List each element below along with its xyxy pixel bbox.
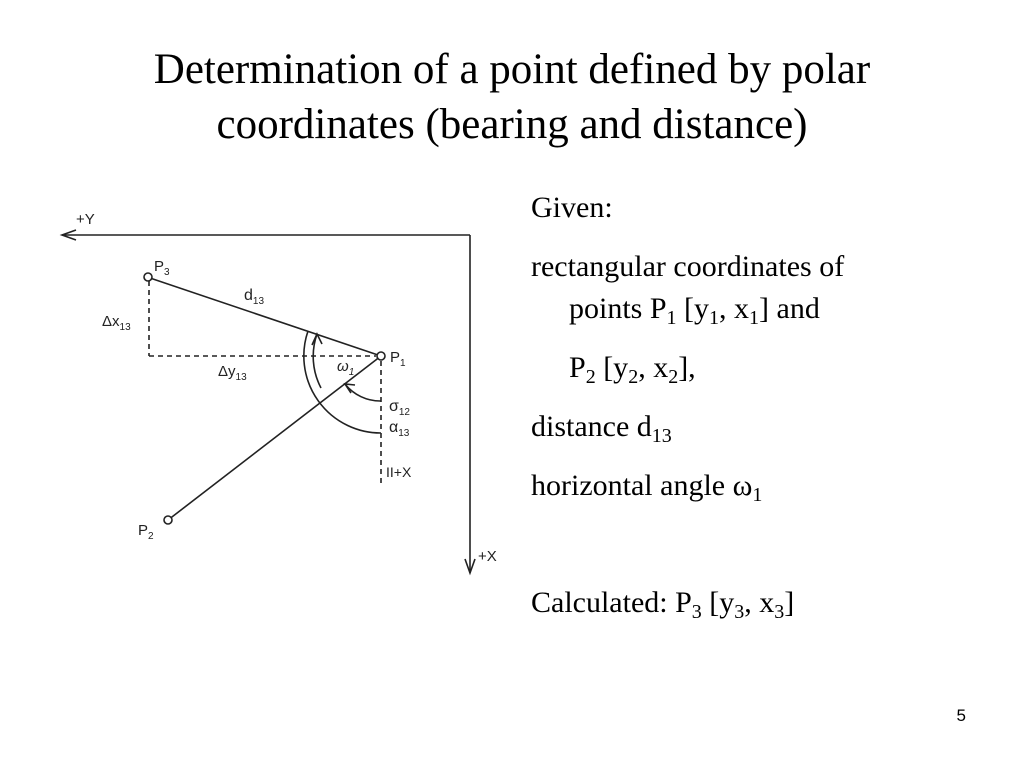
and-text: ] and <box>759 292 820 325</box>
y3-subscript: 3 <box>734 601 745 623</box>
label-p1 <box>390 349 406 369</box>
title-line-2: coordinates (bearing and distance) <box>216 101 808 148</box>
label-delta-x13-sub: 13 <box>119 322 131 333</box>
label-p1-sub: 1 <box>400 358 406 369</box>
p2-prefix: P <box>569 351 586 384</box>
p1-subscript: 1 <box>666 307 677 329</box>
spacer <box>531 527 991 585</box>
page-number: 5 <box>956 706 966 725</box>
polar-coordinates-diagram <box>50 195 510 585</box>
p2-subscript: 2 <box>585 366 596 388</box>
title-line-1: Determination of a point defined by polar <box>153 46 871 93</box>
angle-line <box>531 468 991 504</box>
x3-subscript: 3 <box>774 601 785 623</box>
y1-subscript: 1 <box>709 307 720 329</box>
label-sigma12 <box>389 398 410 418</box>
x3-separator: , x <box>744 586 775 619</box>
point-p2 <box>164 516 172 524</box>
x1-subscript: 1 <box>749 307 760 329</box>
y2-open: [y <box>595 351 629 384</box>
label-alpha13-sub: 13 <box>398 428 410 439</box>
label-alpha13 <box>389 419 410 439</box>
distance-prefix: distance d <box>531 410 652 443</box>
label-p3 <box>154 258 170 278</box>
x2-separator: , x <box>638 351 669 384</box>
label-d13 <box>244 287 264 307</box>
distance-line <box>531 409 991 445</box>
p2-close: ], <box>678 351 696 384</box>
angle-subscript: 1 <box>752 484 763 506</box>
line-p1-p2 <box>168 356 381 520</box>
calc-close: ] <box>784 586 795 619</box>
slide-title <box>0 42 1024 152</box>
p3-subscript: 3 <box>691 601 702 623</box>
label-delta-y13 <box>218 363 247 383</box>
y3-open: [y <box>701 586 735 619</box>
label-p1-letter: P <box>390 349 401 366</box>
y2-subscript: 2 <box>628 366 639 388</box>
points-p2-line <box>531 350 991 386</box>
label-p3-sub: 3 <box>164 267 170 278</box>
points-p1-line <box>531 291 991 327</box>
label-delta-y13-sub: 13 <box>235 372 247 383</box>
rect-coordinates-line: rectangular coordinates of <box>531 250 845 283</box>
omega1-arc <box>313 334 321 388</box>
label-p2-sub: 2 <box>148 531 154 542</box>
slide-content <box>531 190 991 644</box>
label-sigma12-letter: σ <box>389 398 399 415</box>
label-plus-y: +Y <box>76 211 95 228</box>
label-omega1-letter: ω <box>337 358 349 375</box>
label-d13-sub: 13 <box>252 296 265 307</box>
x2-subscript: 2 <box>668 366 679 388</box>
line-d13 <box>150 278 381 356</box>
label-delta-y13-letter: Δy <box>218 363 236 380</box>
calc-prefix: Calculated: P <box>531 586 692 619</box>
y1-open: [y <box>676 292 710 325</box>
x1-separator: , x <box>719 292 750 325</box>
point-p1 <box>377 352 385 360</box>
label-omega1-sub: 1 <box>348 367 355 378</box>
label-plus-x: +X <box>478 548 497 565</box>
label-p3-letter: P <box>154 258 165 275</box>
label-parallel-x: II+X <box>386 464 412 480</box>
label-p2-letter: P <box>138 522 149 539</box>
label-p2 <box>138 522 154 542</box>
point-p3 <box>144 273 152 281</box>
label-d13-letter: d <box>244 287 253 304</box>
alpha13-arc <box>304 331 381 433</box>
label-delta-x13-letter: Δx <box>102 313 120 330</box>
points-prefix: points P <box>569 292 667 325</box>
label-sigma12-sub: 12 <box>398 407 410 418</box>
calculated-line <box>531 585 991 621</box>
label-delta-x13 <box>102 313 131 333</box>
distance-subscript: 13 <box>651 425 672 447</box>
given-label: Given: <box>531 191 613 224</box>
label-omega1 <box>337 358 354 378</box>
label-alpha13-letter: α <box>389 419 399 436</box>
angle-prefix: horizontal angle ω <box>531 469 753 502</box>
